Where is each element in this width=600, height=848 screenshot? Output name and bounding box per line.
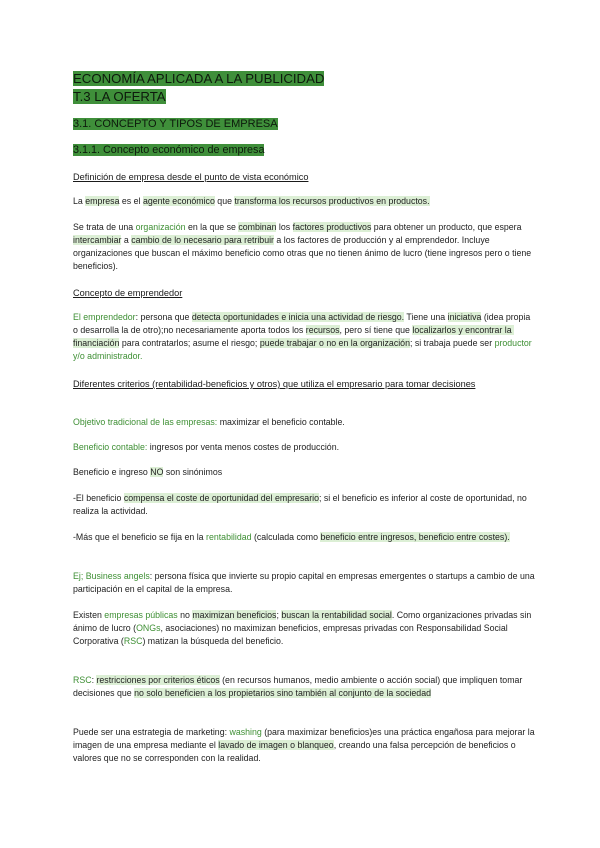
paragraph-rentabilidad: -Más que el beneficio se fija en la rentabilidad (calculada como beneficio entre ingresos, beneficio entre costes). — [73, 532, 510, 542]
document-title — [73, 70, 535, 106]
heading-emprendedor: Concepto de emprendedor — [73, 288, 183, 298]
paragraph-objetivo: Objetivo tradicional de las empresas: maximizar el beneficio contable. — [73, 417, 345, 427]
paragraph-definicion: La empresa es el agente económico que transforma los recursos productivos en productos. — [73, 196, 430, 206]
title-line-1: ECONOMÍA APLICADA A LA PUBLICIDAD — [73, 71, 325, 86]
paragraph-business-angels: Ej; Business angels: persona física que invierte su propio capital en empresas emergentes o startups a cambio de una participación en el capital de la empresa. — [73, 571, 538, 594]
paragraph-empresas-publicas: Existen empresas públicas no maximizan beneficios; buscan la rentabilidad social. Como organizaciones privadas sin ánimo de lucro (ONGs, asociaciones) no maximizan beneficios, empresas privadas con Responsabilidad Social Corporativa (RSC) matizan la búsqueda del beneficio. — [73, 610, 534, 646]
heading-definicion: Definición de empresa desde el punto de vista económico — [73, 172, 309, 182]
paragraph-rsc: RSC: restricciones por criterios éticos (en recursos humanos, medio ambiente o acción social) que impliquen tomar decisiones que no solo beneficien a los propietarios sino también al conjunto de la sociedad — [73, 675, 525, 698]
subsection-heading: 3.1.1. Concepto económico de empresa — [73, 144, 265, 156]
paragraph-beneficio-contable: Beneficio contable: ingresos por venta menos costes de producción. — [73, 442, 340, 452]
paragraph-emprendedor: El emprendedor: persona que detecta oportunidades e inicia una actividad de riesgo. Tiene una iniciativa (idea propia o desarrolla la de otro);no necesariamente aporta todos los recursos, pero sí tiene que localizarlos y encontrar la financiación para contratarlos; asume el riesgo; puede trabajar o no en la organización; si trabaja puede ser productor y/o administrador. — [73, 312, 535, 361]
paragraph-washing: Puede ser una estrategia de marketing: washing (para maximizar beneficios)es una práctica engañosa para mejorar la imagen de una empresa mediante el lavado de imagen o blanqueo, creando una falsa percepción de beneficios o valores que no se corresponden con la realidad. — [73, 727, 538, 763]
paragraph-organizacion: Se trata de una organización en la que se combinan los factores productivos para obtener un producto, que espera intercambiar a cambio de lo necesario para retribuir a los factores de producción y al emprendedor. Incluye organizaciones que buscan el máximo beneficio como otras que no tienen ánimo de lucro (tiene ingresos pero o tiene beneficios). — [73, 222, 534, 271]
title-line-2: T.3 LA OFERTA — [73, 89, 166, 104]
heading-criterios: Diferentes criterios (rentabilidad-beneficios y otros) que utiliza el empresario para tomar decisiones — [73, 379, 476, 389]
paragraph-coste-oportunidad: -El beneficio compensa el coste de oportunidad del empresario; si el beneficio es inferior al coste de oportunidad, no realiza la actividad. — [73, 493, 530, 516]
section-heading: 3.1. CONCEPTO Y TIPOS DE EMPRESA — [73, 118, 278, 130]
paragraph-no-sinonimos: Beneficio e ingreso NO son sinónimos — [73, 467, 223, 477]
